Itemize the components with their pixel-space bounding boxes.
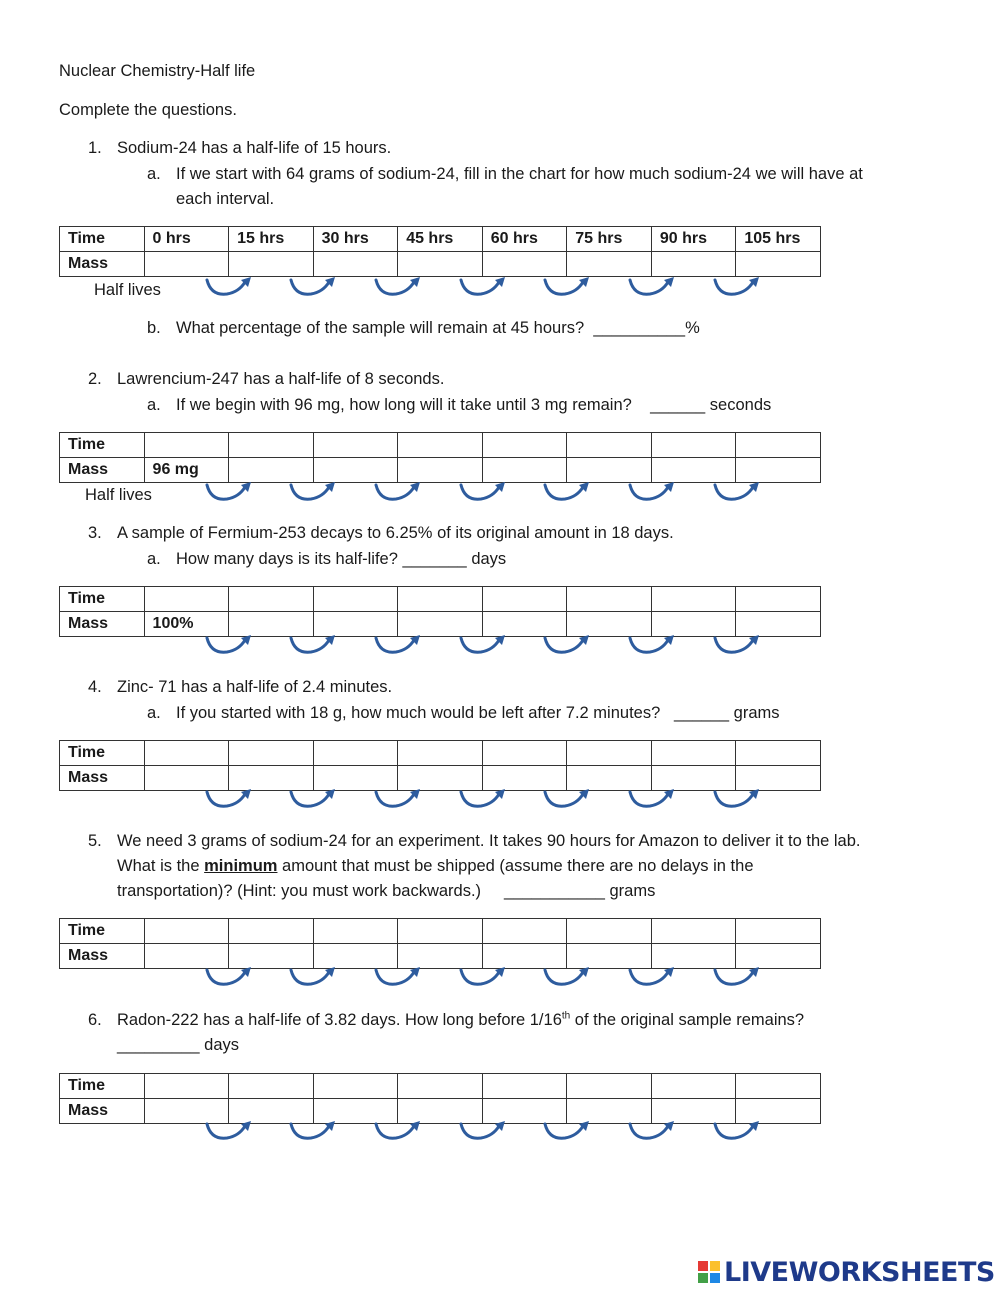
time-input-cell[interactable] bbox=[651, 587, 736, 612]
row-label-time: Time bbox=[60, 741, 145, 766]
half-life-arrow-icon bbox=[291, 792, 329, 806]
time-cell: 60 hrs bbox=[482, 227, 567, 252]
half-life-arrow-icon bbox=[291, 280, 329, 294]
time-input-cell[interactable] bbox=[229, 741, 314, 766]
row-label-time: Time bbox=[60, 227, 145, 252]
q3-text: A sample of Fermium-253 decays to 6.25% of its original amount in 18 days. bbox=[117, 524, 674, 542]
half-life-arrow-icon bbox=[715, 970, 753, 984]
q6-line1-pre: Radon-222 has a half-life of 3.82 days. How long before 1/16 bbox=[117, 1011, 562, 1029]
half-life-arrow-icon bbox=[376, 280, 414, 294]
row-label-time: Time bbox=[60, 433, 145, 458]
time-input-cell[interactable] bbox=[229, 587, 314, 612]
time-input-cell[interactable] bbox=[482, 587, 567, 612]
time-cell: 30 hrs bbox=[313, 227, 398, 252]
time-input-cell[interactable] bbox=[398, 433, 483, 458]
time-input-cell[interactable] bbox=[144, 433, 229, 458]
q5-line3 bbox=[117, 881, 655, 901]
row-label-mass: Mass bbox=[60, 252, 145, 277]
row-label-mass: Mass bbox=[60, 944, 145, 969]
time-input-cell[interactable] bbox=[144, 919, 229, 944]
half-life-arrow-icon bbox=[207, 638, 245, 652]
half-lives-label: Half lives bbox=[85, 486, 152, 504]
q1b-answer-blank[interactable]: __________% bbox=[593, 319, 700, 337]
q6-answer-blank[interactable]: _________ days bbox=[117, 1036, 240, 1054]
q2a-question: If we begin with 96 mg, how long will it take until 3 mg remain? bbox=[176, 396, 632, 414]
time-input-cell[interactable] bbox=[651, 1074, 736, 1099]
q5-line2-pre: What is the bbox=[117, 857, 205, 875]
half-life-arrow-icon bbox=[461, 485, 499, 499]
q4-table bbox=[59, 740, 821, 791]
mass-input-cell[interactable] bbox=[736, 252, 821, 277]
q5-emphasis: minimum bbox=[204, 857, 278, 875]
time-cell: 105 hrs bbox=[736, 227, 821, 252]
time-input-cell[interactable] bbox=[651, 741, 736, 766]
time-input-cell[interactable] bbox=[567, 587, 652, 612]
half-life-arrow-icon bbox=[207, 1124, 245, 1138]
q5-table bbox=[59, 918, 821, 969]
q4a-letter: a. bbox=[147, 704, 161, 722]
q1a-line1: If we start with 64 grams of sodium-24, fill in the chart for how much sodium-24 we will have at bbox=[176, 165, 863, 183]
q2-table bbox=[59, 432, 821, 483]
time-cell: 45 hrs bbox=[398, 227, 483, 252]
half-life-arrow-icon bbox=[545, 970, 583, 984]
logo-text: LIVEWORKSHEETS bbox=[724, 1256, 995, 1288]
half-life-arrow-icon bbox=[630, 1124, 668, 1138]
page-title: Nuclear Chemistry-Half life bbox=[59, 62, 256, 80]
liveworksheets-logo bbox=[698, 1256, 995, 1288]
q1-number: 1. bbox=[88, 139, 102, 157]
half-lives-label: Half lives bbox=[94, 281, 161, 299]
mass-input-cell[interactable] bbox=[144, 252, 229, 277]
half-life-arrows bbox=[0, 632, 1000, 660]
time-input-cell[interactable] bbox=[482, 741, 567, 766]
half-life-arrows bbox=[0, 479, 1000, 507]
time-input-cell[interactable] bbox=[398, 1074, 483, 1099]
time-input-cell[interactable] bbox=[398, 741, 483, 766]
half-life-arrow-icon bbox=[461, 638, 499, 652]
half-life-arrows bbox=[0, 964, 1000, 992]
table-row-time bbox=[60, 433, 821, 458]
q2a-text bbox=[176, 395, 771, 415]
half-life-arrow-icon bbox=[715, 792, 753, 806]
half-life-arrow-icon bbox=[376, 1124, 414, 1138]
table-row-time bbox=[60, 741, 821, 766]
mass-input-cell[interactable] bbox=[398, 252, 483, 277]
half-life-arrow-icon bbox=[545, 280, 583, 294]
q3a-text: How many days is its half-life? _______ days bbox=[176, 550, 507, 568]
q3-table bbox=[59, 586, 821, 637]
half-life-arrow-icon bbox=[715, 1124, 753, 1138]
half-life-arrow-icon bbox=[291, 1124, 329, 1138]
time-input-cell[interactable] bbox=[567, 741, 652, 766]
q4-text: Zinc- 71 has a half-life of 2.4 minutes. bbox=[117, 678, 393, 696]
q6-table bbox=[59, 1073, 821, 1124]
liveworksheets-logo-icon bbox=[698, 1261, 720, 1283]
row-label-mass: Mass bbox=[60, 612, 145, 637]
time-input-cell[interactable] bbox=[144, 587, 229, 612]
half-life-arrow-icon bbox=[715, 485, 753, 499]
mass-cell: 100% bbox=[144, 612, 229, 637]
time-input-cell[interactable] bbox=[229, 433, 314, 458]
half-life-arrow-icon bbox=[715, 280, 753, 294]
q5-line2 bbox=[117, 856, 754, 876]
half-life-arrow-icon bbox=[461, 1124, 499, 1138]
half-life-arrows bbox=[0, 786, 1000, 814]
table-row-time bbox=[60, 919, 821, 944]
time-input-cell[interactable] bbox=[567, 433, 652, 458]
half-life-arrow-icon bbox=[376, 638, 414, 652]
q1b-text bbox=[176, 318, 700, 338]
half-life-arrow-icon bbox=[207, 970, 245, 984]
half-life-arrow-icon bbox=[461, 792, 499, 806]
q6-line1-post: of the original sample remains? bbox=[570, 1011, 805, 1029]
q1-text: Sodium-24 has a half-life of 15 hours. bbox=[117, 139, 392, 157]
mass-input-cell[interactable] bbox=[313, 252, 398, 277]
mass-input-cell[interactable] bbox=[482, 252, 567, 277]
q6-number: 6. bbox=[88, 1011, 102, 1029]
mass-cell: 96 mg bbox=[144, 458, 229, 483]
half-life-arrow-icon bbox=[545, 1124, 583, 1138]
time-input-cell[interactable] bbox=[482, 433, 567, 458]
time-input-cell[interactable] bbox=[736, 433, 821, 458]
mass-input-cell[interactable] bbox=[651, 252, 736, 277]
half-life-arrow-icon bbox=[376, 792, 414, 806]
half-life-arrow-icon bbox=[630, 485, 668, 499]
time-input-cell[interactable] bbox=[482, 1074, 567, 1099]
time-input-cell[interactable] bbox=[651, 433, 736, 458]
q1b-question: What percentage of the sample will remain at 45 hours? bbox=[176, 319, 585, 337]
time-input-cell[interactable] bbox=[313, 741, 398, 766]
time-cell: 15 hrs bbox=[229, 227, 314, 252]
time-input-cell[interactable] bbox=[736, 919, 821, 944]
time-input-cell[interactable] bbox=[313, 1074, 398, 1099]
q1-table bbox=[59, 226, 821, 277]
half-life-arrow-icon bbox=[630, 638, 668, 652]
time-input-cell[interactable] bbox=[398, 587, 483, 612]
time-input-cell[interactable] bbox=[144, 741, 229, 766]
instructions: Complete the questions. bbox=[59, 101, 237, 119]
time-input-cell[interactable] bbox=[313, 919, 398, 944]
q4a-answer-blank[interactable]: ______ grams bbox=[674, 704, 780, 722]
q2-number: 2. bbox=[88, 370, 102, 388]
half-life-arrow-icon bbox=[376, 485, 414, 499]
half-life-arrow-icon bbox=[461, 280, 499, 294]
q6-line1 bbox=[117, 1010, 804, 1030]
q5-line2-post: amount that must be shipped (assume there are no delays in the bbox=[277, 857, 754, 875]
half-life-arrow-icon bbox=[630, 970, 668, 984]
time-input-cell[interactable] bbox=[229, 1074, 314, 1099]
half-life-arrow-icon bbox=[545, 485, 583, 499]
half-life-arrow-icon bbox=[291, 638, 329, 652]
q3-number: 3. bbox=[88, 524, 102, 542]
half-life-arrows bbox=[0, 1118, 1000, 1146]
time-input-cell[interactable] bbox=[567, 919, 652, 944]
mass-input-cell[interactable] bbox=[567, 252, 652, 277]
q4-number: 4. bbox=[88, 678, 102, 696]
half-life-arrow-icon bbox=[630, 792, 668, 806]
q5-number: 5. bbox=[88, 832, 102, 850]
q3a-letter: a. bbox=[147, 550, 161, 568]
time-input-cell[interactable] bbox=[313, 587, 398, 612]
q4a-question: If you started with 18 g, how much would be left after 7.2 minutes? bbox=[176, 704, 661, 722]
half-life-arrow-icon bbox=[291, 485, 329, 499]
time-input-cell[interactable] bbox=[144, 1074, 229, 1099]
half-life-arrows bbox=[0, 274, 1000, 302]
half-life-arrow-icon bbox=[715, 638, 753, 652]
q1a-letter: a. bbox=[147, 165, 161, 183]
row-label-time: Time bbox=[60, 1074, 145, 1099]
q1a-line2: each interval. bbox=[176, 190, 275, 208]
half-life-arrow-icon bbox=[630, 280, 668, 294]
time-input-cell[interactable] bbox=[651, 919, 736, 944]
time-input-cell[interactable] bbox=[736, 741, 821, 766]
row-label-time: Time bbox=[60, 587, 145, 612]
half-life-arrow-icon bbox=[207, 485, 245, 499]
time-input-cell[interactable] bbox=[313, 433, 398, 458]
table-row-mass bbox=[60, 252, 821, 277]
q4a-text bbox=[176, 703, 780, 723]
time-cell: 0 hrs bbox=[144, 227, 229, 252]
q2-text: Lawrencium-247 has a half-life of 8 seconds. bbox=[117, 370, 445, 388]
q5-answer-blank[interactable]: ___________ grams bbox=[503, 882, 656, 900]
time-cell: 75 hrs bbox=[567, 227, 652, 252]
q5-line1: We need 3 grams of sodium-24 for an experiment. It takes 90 hours for Amazon to deliver it to the lab. bbox=[117, 832, 861, 850]
time-input-cell[interactable] bbox=[736, 1074, 821, 1099]
row-label-mass: Mass bbox=[60, 766, 145, 791]
table-row-time bbox=[60, 587, 821, 612]
q5-question-end: transportation)? (Hint: you must work backwards.) bbox=[117, 882, 482, 900]
half-life-arrow-icon bbox=[207, 792, 245, 806]
q2a-answer-blank[interactable]: ______ seconds bbox=[650, 396, 772, 414]
time-input-cell[interactable] bbox=[398, 919, 483, 944]
half-life-arrow-icon bbox=[207, 280, 245, 294]
half-life-arrow-icon bbox=[291, 970, 329, 984]
time-input-cell[interactable] bbox=[567, 1074, 652, 1099]
time-input-cell[interactable] bbox=[736, 587, 821, 612]
table-row-time bbox=[60, 1074, 821, 1099]
half-life-arrow-icon bbox=[376, 970, 414, 984]
row-label-mass: Mass bbox=[60, 1099, 145, 1124]
half-life-arrow-icon bbox=[545, 638, 583, 652]
time-input-cell[interactable] bbox=[229, 919, 314, 944]
time-input-cell[interactable] bbox=[482, 919, 567, 944]
q1b-letter: b. bbox=[147, 319, 161, 337]
half-life-arrow-icon bbox=[461, 970, 499, 984]
table-row-time bbox=[60, 227, 821, 252]
q6-superscript: th bbox=[561, 1010, 571, 1022]
half-life-arrow-icon bbox=[545, 792, 583, 806]
q2a-letter: a. bbox=[147, 396, 161, 414]
mass-input-cell[interactable] bbox=[229, 252, 314, 277]
row-label-time: Time bbox=[60, 919, 145, 944]
time-cell: 90 hrs bbox=[651, 227, 736, 252]
row-label-mass: Mass bbox=[60, 458, 145, 483]
